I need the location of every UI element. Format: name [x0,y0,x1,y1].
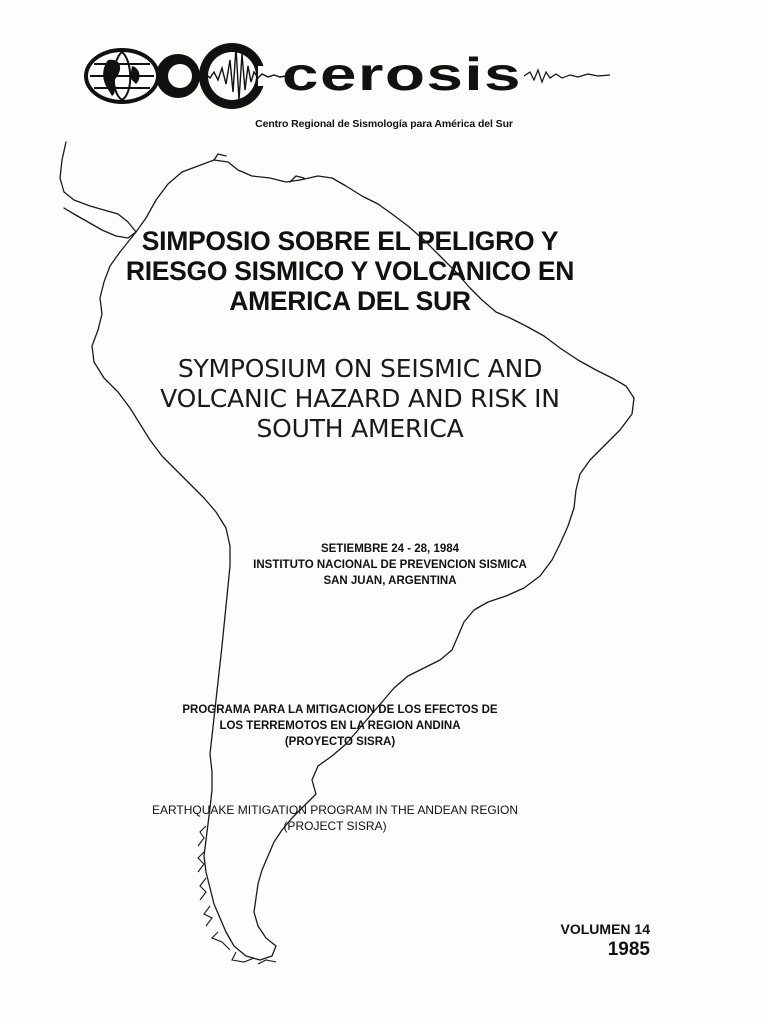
volume-label: VOLUMEN 14 [560,921,650,937]
event-location: SAN JUAN, ARGENTINA [323,575,457,587]
program-english [110,802,560,834]
title-spanish-line: SIMPOSIO SOBRE EL PELIGRO Y [141,226,559,256]
event-info [150,541,630,589]
title-spanish-line: AMERICA DEL SUR [229,286,471,316]
title-english [30,354,690,444]
title-english-line: SYMPOSIUM ON SEISMIC AND [177,354,543,383]
central-america-outline [60,142,136,238]
title-english-line: SOUTH AMERICA [256,414,464,443]
volume-year: 1985 [607,939,650,960]
program-spanish-line: PROGRAMA PARA LA MITIGACION DE LOS EFECTOS DE [182,704,498,716]
title-spanish [50,226,650,316]
program-english-line: (PROJECT SISRA) [283,819,387,833]
title-english-line: VOLCANIC HAZARD AND RISK IN [160,384,560,413]
volume-info [561,920,650,962]
program-spanish-line: (PROYECTO SISRA) [284,736,396,748]
center-name: Centro Regional de Sismología para América del Sur [255,118,513,130]
event-dates: SETIEMBRE 24 - 28, 1984 [320,543,460,555]
title-spanish-line: RIESGO SISMICO Y VOLCANICO EN [125,256,575,286]
cerosis-logo [82,38,612,110]
program-spanish [130,702,550,750]
globe-icon [84,48,160,104]
program-english-line: EARTHQUAKE MITIGATION PROGRAM IN THE ANDEAN REGION [151,803,519,817]
event-institution: INSTITUTO NACIONAL DE PREVENCION SISMICA [253,559,527,571]
logo-wordmark: cerosis [282,48,522,100]
program-spanish-line: LOS TERREMOTOS EN LA REGION ANDINA [219,720,461,732]
